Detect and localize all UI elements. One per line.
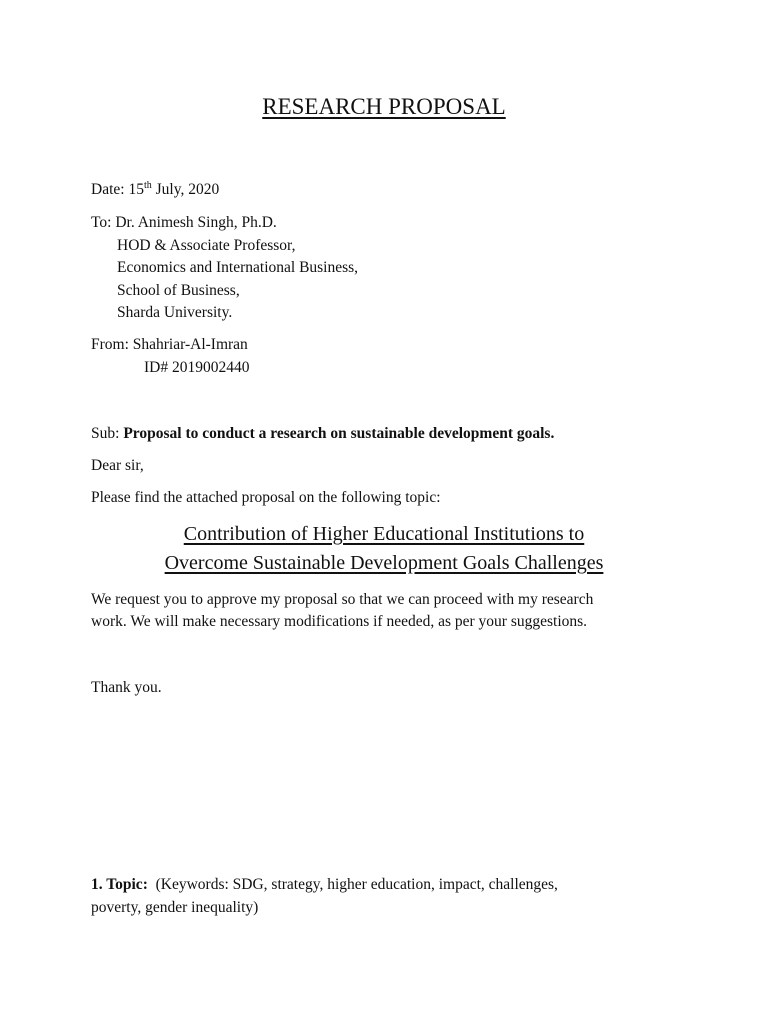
closing: Thank you. xyxy=(91,679,162,696)
date-superscript: th xyxy=(143,179,152,191)
intro-text: Please find the attached proposal on the following topic: xyxy=(91,489,441,506)
subject-line xyxy=(91,424,554,444)
section1-keywords-line2: poverty, gender inequality) xyxy=(91,899,259,916)
date-prefix: Date: 15 xyxy=(91,181,144,198)
date-line xyxy=(91,180,219,200)
salutation: Dear sir, xyxy=(91,457,144,474)
from-sender: From: Shahriar-Al-Imran xyxy=(91,336,248,353)
to-recipient: To: Dr. Animesh Singh, Ph.D. xyxy=(91,214,277,231)
section1-keywords-line1: (Keywords: SDG, strategy, higher education, impact, challenges, xyxy=(155,876,558,893)
section1-heading: 1. Topic: xyxy=(91,876,148,893)
date-suffix: July, 2020 xyxy=(151,181,220,198)
document-title: RESEARCH PROPOSAL xyxy=(262,94,506,119)
request-line2: work. We will make necessary modifications if needed, as per your suggestions. xyxy=(91,613,588,630)
to-department: Economics and International Business, xyxy=(117,259,359,276)
request-line1: We request you to approve my proposal so that we can proceed with my research xyxy=(91,591,594,608)
to-position: HOD & Associate Professor, xyxy=(117,237,296,254)
subject-text: Proposal to conduct a research on sustainable development goals. xyxy=(123,425,555,442)
subject-prefix: Sub: xyxy=(91,425,124,442)
section1-topic-line xyxy=(91,875,558,895)
topic-title-line2: Overcome Sustainable Development Goals Challenges xyxy=(164,552,604,574)
to-school: School of Business, xyxy=(117,282,240,299)
to-university: Sharda University. xyxy=(117,304,233,321)
from-id: ID# 2019002440 xyxy=(144,359,250,376)
topic-title-line1: Contribution of Higher Educational Institutions to xyxy=(183,523,585,545)
